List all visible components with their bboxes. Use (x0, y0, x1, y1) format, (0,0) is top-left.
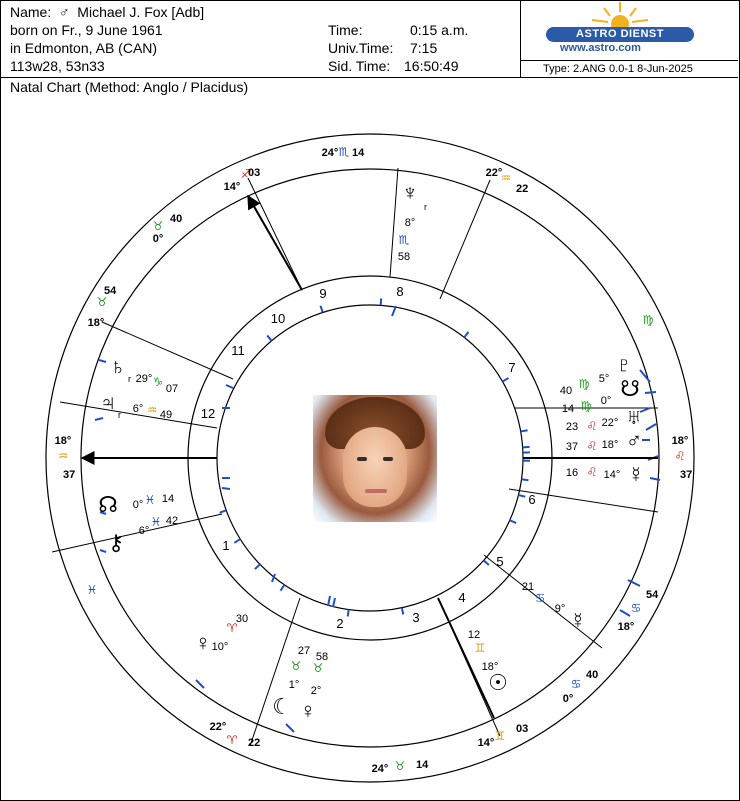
cusp-degree: 24° (371, 763, 389, 775)
planet-minute: 30 (235, 613, 249, 625)
aspect-tick (196, 680, 204, 688)
chart-method: Natal Chart (Method: Anglo / Placidus) (10, 79, 249, 95)
cusp-degree: 18° (87, 317, 105, 329)
planet-glyph-icon: ♀ (299, 698, 317, 723)
planet-minute: 16 (565, 467, 579, 479)
cusp-minute: 54 (104, 285, 117, 297)
planet-sign-icon: ♍ (578, 377, 590, 391)
birth-coordinates: 113w28, 53n33 (10, 58, 105, 74)
planet-sign-icon: ♌ (586, 419, 598, 433)
planet-degree: 2° (310, 685, 322, 697)
aspect-tick (267, 335, 271, 340)
house-number-9: 9 (319, 286, 327, 301)
cusp-minute: 22 (516, 183, 529, 195)
planet-minute: 14 (561, 403, 575, 415)
planet-sign-icon: ♈ (226, 621, 238, 635)
cusp-sign-icon: ♌ (674, 449, 686, 463)
planet-minute: 14 (161, 493, 175, 505)
aspect-tick (510, 520, 516, 523)
planet-sign-icon: ♓ (150, 515, 162, 529)
planet-3 (100, 390, 172, 421)
time-value: 0:15 a.m. (410, 22, 469, 38)
aspect-tick (333, 598, 335, 607)
planet-degree: 6° (138, 525, 150, 537)
house-number-3: 3 (412, 610, 420, 625)
planet-minute: 58 (315, 651, 329, 663)
planet-9 (468, 629, 508, 695)
planet-minute: 49 (159, 409, 173, 421)
cusp-minute: 37 (63, 469, 76, 481)
imum-coeli-axis (438, 598, 494, 718)
retrograde-mark: r (424, 202, 427, 212)
cusp-degree: 24° (321, 147, 339, 159)
planet-glyph-icon: ☉ (488, 670, 508, 695)
midheaven-axis (248, 196, 302, 290)
planet-glyph-icon: ♃ (99, 390, 117, 415)
planet-minute: 12 (467, 629, 481, 641)
cusp-sign-icon: ♐ (240, 167, 252, 181)
cusp-sign-icon: ♋ (570, 677, 582, 691)
cusp-degree: 22° (485, 167, 503, 179)
planet-degree: 29° (135, 373, 153, 385)
cusp-degree: 18° (54, 435, 72, 447)
house-cusp-line (390, 168, 398, 277)
sid-time-label: Sid. Time: (328, 58, 391, 74)
cusp-sign-icon: ♒ (500, 171, 512, 185)
house-number-7: 7 (508, 360, 516, 375)
house-cusp-9 (563, 669, 599, 705)
planet-degree: 10° (211, 641, 229, 653)
native-photo (313, 395, 437, 522)
planet-sign-icon: ♊ (474, 641, 486, 655)
house-cusp-line (52, 514, 222, 552)
planet-glyph-icon: ♇ (615, 352, 633, 377)
cusp-sign-icon: ♏ (338, 145, 350, 159)
planet-minute: 07 (165, 383, 179, 395)
cusp-minute: 22 (248, 737, 261, 749)
planet-sign-icon: ♑ (152, 375, 164, 389)
birth-date: born on Fr., 9 June 1961 (10, 22, 163, 38)
aspect-tick (348, 610, 349, 617)
planet-minute: 37 (565, 441, 579, 453)
aspect-tick (328, 596, 330, 606)
aspect-tick (522, 479, 529, 480)
house-number-10: 10 (270, 311, 286, 326)
planet-degree: 1° (288, 679, 300, 691)
native-name: Name: ♂ Michael J. Fox [Adb] (10, 4, 205, 20)
aspect-tick (484, 560, 489, 565)
aspect-tick (222, 488, 230, 489)
cusp-minute: 54 (646, 589, 659, 601)
aspect-tick (321, 306, 323, 313)
ring-sign-icon: ♓ (86, 583, 98, 597)
planet-5 (108, 515, 178, 555)
aspect-tick (100, 550, 106, 552)
house-number-8: 8 (396, 284, 404, 299)
planet-minute: 23 (565, 421, 579, 433)
cusp-minute: 14 (416, 759, 429, 771)
sid-time-value: 16:50:49 (404, 58, 459, 74)
cusp-sign-icon: ♋ (630, 601, 642, 615)
birth-place: in Edmonton, AB (CAN) (10, 40, 158, 56)
cusp-degree: 0° (152, 233, 164, 245)
planet-glyph-icon: ♆ (401, 180, 419, 205)
cusp-minute: 40 (586, 669, 599, 681)
cusp-minute: 14 (352, 147, 365, 159)
cusp-degree: 0° (562, 693, 574, 705)
planet-8 (300, 651, 328, 723)
house-number-4: 4 (458, 590, 466, 605)
planet-degree: 6° (132, 403, 144, 415)
house-cusp-12 (210, 721, 261, 749)
planet-glyph-icon: ♅ (625, 404, 643, 429)
planet-sign-icon: ♍ (580, 399, 592, 413)
planet-degree: 18° (601, 439, 619, 451)
planet-glyph-icon: ☿ (569, 608, 587, 633)
aspect-tick (464, 332, 468, 338)
house-number-11: 11 (231, 343, 245, 358)
aspect-tick (620, 610, 630, 616)
planet-sign-icon: ♒ (146, 403, 158, 417)
photo-mouth (365, 489, 387, 493)
photo-eye (357, 457, 367, 461)
house-number-6: 6 (528, 492, 536, 507)
cusp-sign-icon: ♉ (152, 219, 164, 233)
aspect-tick (220, 510, 227, 512)
retrograde-mark: r (128, 374, 131, 384)
planet-4 (98, 492, 174, 517)
planet-sign-icon: ♌ (586, 465, 598, 479)
planet-minute: 58 (397, 251, 411, 263)
chart-type-line: Type: 2.ANG 0.0-1 8-Jun-2025 (543, 63, 693, 75)
aspect-tick (518, 495, 525, 497)
cusp-degree: 18° (617, 621, 635, 633)
planet-degree: 8° (404, 217, 416, 229)
univ-time-label: Univ.Time: (328, 40, 394, 56)
cusp-minute: 03 (248, 167, 261, 179)
house-cusp-6 (55, 435, 76, 481)
planet-minute: 27 (297, 645, 311, 657)
house-cusp-3 (224, 167, 261, 193)
cusp-minute: 40 (170, 213, 183, 225)
retrograde-mark: r (118, 410, 121, 420)
planet-degree: 5° (598, 373, 610, 385)
cusp-sign-icon: ♉ (96, 295, 108, 309)
cusp-sign-icon: ♒ (57, 449, 69, 463)
aspect-tick (281, 585, 285, 591)
planet-sign-icon: ♏ (398, 233, 410, 247)
planet-glyph-icon: ☋ (620, 376, 640, 401)
planet-sign-icon: ♓ (144, 493, 156, 507)
planet-15 (566, 462, 644, 487)
ring-sign-icon: ♍ (642, 313, 654, 327)
planet-glyph-icon: ♂ (625, 428, 643, 453)
house-number-1: 1 (222, 538, 230, 553)
planet-minute: 42 (165, 515, 179, 527)
planet-glyph-icon: ☿ (627, 462, 645, 487)
house-cusp-1 (322, 145, 365, 159)
house-cusp-line (248, 178, 302, 290)
cusp-degree: 14° (477, 737, 495, 749)
planet-degree: 14° (603, 469, 621, 481)
planet-minute: 40 (559, 385, 573, 397)
planet-6 (195, 613, 248, 655)
planet-2 (110, 354, 178, 395)
aspect-tick (95, 418, 103, 420)
cusp-degree: 18° (671, 435, 689, 447)
planet-sign-icon: ♉ (312, 661, 324, 675)
house-number-12: 12 (200, 406, 216, 421)
time-label: Time: (328, 22, 363, 38)
house-cusp-4 (153, 213, 183, 245)
aspect-tick (99, 360, 106, 362)
aspect-tick (645, 392, 656, 393)
aspect-tick (226, 385, 233, 388)
aspect-tick (503, 378, 509, 382)
house-cusp-7 (672, 435, 693, 481)
cusp-minute: 37 (680, 469, 693, 481)
planet-sign-icon: ♉ (290, 659, 302, 673)
planet-10 (522, 581, 586, 633)
cusp-degree: 14° (223, 181, 241, 193)
planet-degree: 0° (600, 395, 612, 407)
cusp-degree: 22° (209, 721, 227, 733)
photo-eye (383, 457, 393, 461)
planet-glyph-icon: ☊ (98, 492, 118, 517)
photo-face (343, 427, 407, 507)
logo-brand: ASTRO DIENST (546, 27, 694, 42)
cusp-sign-icon: ♈ (226, 733, 238, 747)
house-number-5: 5 (496, 554, 504, 569)
aspect-tick (255, 564, 260, 569)
planet-minute: 21 (521, 581, 535, 593)
aspect-tick (234, 539, 240, 543)
planet-degree: 22° (601, 417, 619, 429)
planet-glyph-icon: ♀ (194, 630, 212, 655)
planet-glyph-icon: ⚷ (107, 530, 125, 555)
planet-1 (398, 180, 427, 263)
logo-url[interactable]: www.astro.com (560, 42, 641, 54)
house-cusp-11 (372, 759, 429, 775)
planet-glyph-icon: ♄ (109, 354, 127, 379)
aspect-tick (521, 430, 528, 431)
planet-degree: 0° (132, 499, 144, 511)
planet-sign-icon: ♋ (534, 591, 546, 605)
planet-sign-icon: ♌ (586, 439, 598, 453)
house-number-2: 2 (336, 616, 344, 631)
aspect-tick (646, 424, 656, 430)
cusp-sign-icon: ♉ (394, 759, 406, 773)
cusp-sign-icon: ♊ (494, 729, 506, 743)
cusp-minute: 03 (516, 723, 529, 735)
aspect-tick (402, 608, 403, 615)
planet-glyph-icon: ☾ (272, 694, 292, 719)
house-cusp-line (440, 180, 490, 299)
planet-degree: 18° (481, 661, 499, 673)
univ-time-value: 7:15 (410, 40, 438, 56)
aspect-tick (640, 370, 650, 382)
planet-degree: 9° (554, 603, 566, 615)
aspect-tick (286, 724, 294, 732)
